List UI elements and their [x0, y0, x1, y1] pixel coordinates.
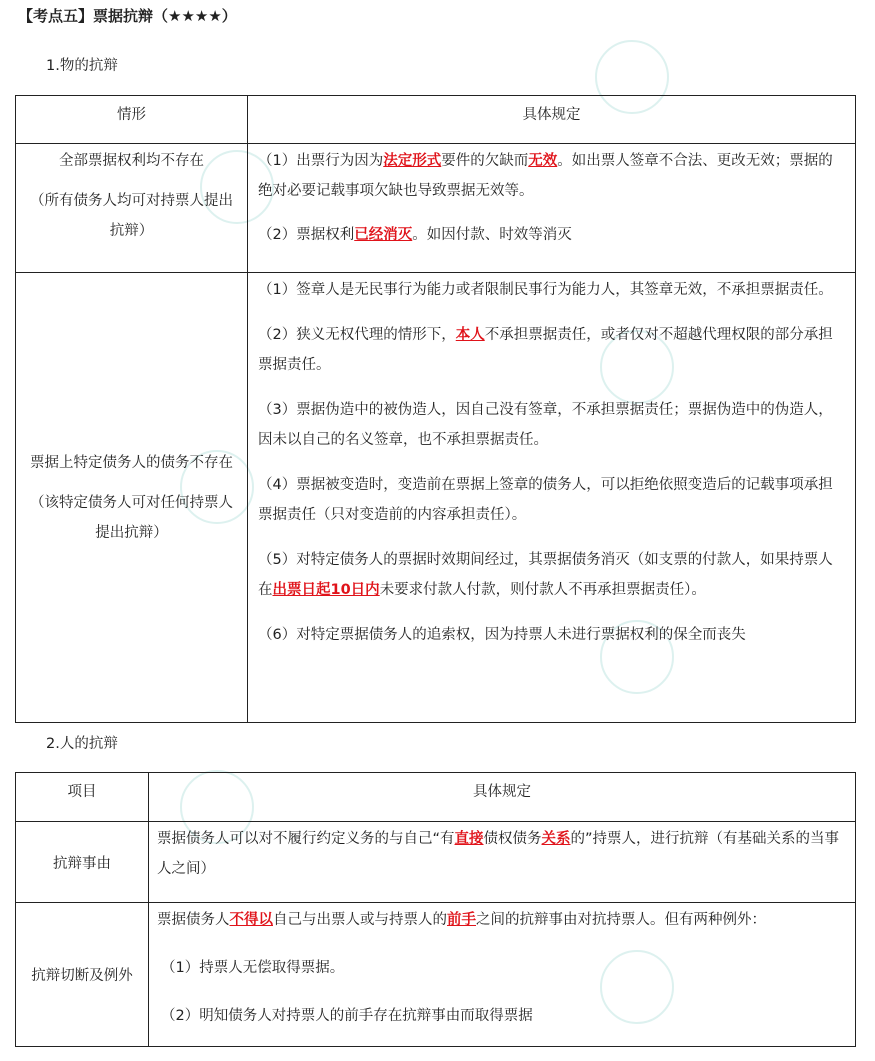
rule-item	[157, 905, 847, 935]
column-header: 情形	[16, 96, 248, 144]
highlight-text: 直接	[454, 831, 484, 847]
highlight-text: 不得以	[229, 912, 273, 928]
highlight-text: 无效	[528, 153, 558, 169]
rule-cell	[248, 144, 856, 273]
rule-item: （3）票据伪造中的被伪造人，因自己没有签章，不承担票据责任；票据伪造中的伪造人，因未以自己的名义签章，也不承担票据责任。	[258, 402, 833, 448]
rule-text: 未要求付款人付款，则付款人不再承担票据责任）。	[379, 582, 706, 598]
section-heading-real-defense: 1.物的抗辩	[46, 58, 118, 74]
situation-note: （该特定债务人可对任何持票人提出抗辩）	[30, 494, 233, 541]
page-title: 【考点五】票据抗辩（★★★★）	[18, 7, 237, 25]
rule-item	[258, 320, 845, 380]
situation-text: 全部票据权利均不存在	[59, 153, 204, 169]
highlight-text: 法定形式	[383, 153, 442, 169]
item-cell: 抗辩切断及例外	[16, 903, 149, 1047]
rule-item	[258, 545, 845, 605]
item-cell: 抗辩事由	[16, 822, 149, 903]
rule-text: （2）票据权利	[258, 227, 355, 243]
rule-cell	[149, 822, 856, 903]
table-row	[16, 273, 856, 723]
rule-text: 的”持票人，进行抗辩（有基础关系的当事人之间）	[157, 831, 840, 877]
column-header: 具体规定	[248, 96, 856, 144]
rule-cell	[149, 903, 856, 1047]
highlight-text: 已经消灭	[354, 227, 413, 243]
highlight-text: 出票日起10日内	[272, 582, 380, 598]
rule-cell	[248, 273, 856, 723]
rule-text: 不承担票据责任，或者仅对不超越代理权限的部分承担票据责任。	[258, 327, 833, 373]
personal-defense-table	[15, 772, 856, 1047]
section-heading-personal-defense: 2.人的抗辩	[46, 736, 118, 752]
situation-cell	[16, 273, 248, 723]
exception-item: （1）持票人无偿取得票据。	[161, 960, 345, 976]
table-row	[16, 144, 856, 273]
rule-item: （6）对特定票据债务人的追索权，因为持票人未进行票据权利的保全而丧失	[258, 627, 746, 643]
rule-text: 自己与出票人或与持票人的	[273, 912, 447, 928]
highlight-text: 前手	[447, 912, 476, 928]
situation-note: （所有债务人均可对持票人提出抗辩）	[30, 193, 233, 239]
rule-item: （4）票据被变造时，变造前在票据上签章的债务人，可以拒绝依照变造后的记载事项承担票据责任（只对变造前的内容承担责任）。	[258, 477, 833, 523]
rule-item	[157, 824, 847, 884]
rule-item	[258, 146, 845, 206]
rule-text: 要件的欠缺而	[441, 153, 529, 169]
rule-text: 票据债务人	[157, 912, 230, 928]
highlight-text: 本人	[455, 327, 485, 343]
column-header: 项目	[16, 773, 149, 822]
rule-text: （2）狭义无权代理的情形下，	[258, 327, 456, 343]
column-header: 具体规定	[149, 773, 856, 822]
rule-text: 。如出票人签章不合法、更改无效；票据的绝对必要记载事项欠缺也导致票据无效等。	[258, 153, 833, 199]
rule-text: 债权债务	[483, 831, 542, 847]
rule-text: 票据债务人可以对不履行约定义务的与自己“有	[157, 831, 455, 847]
rule-item: （1）签章人是无民事行为能力或者限制民事行为能力人，其签章无效，不承担票据责任。	[258, 282, 833, 298]
rule-text: 之间的抗辩事由对抗持票人。但有两种例外：	[476, 912, 766, 928]
rule-text: 。如因付款、时效等消灭	[412, 227, 572, 243]
situation-text: 票据上特定债务人的债务不存在	[30, 454, 233, 471]
exception-item: （2）明知债务人对持票人的前手存在抗辩事由而取得票据	[161, 1008, 533, 1024]
situation-cell	[16, 144, 248, 273]
rule-text: （1）出票行为因为	[258, 153, 384, 169]
table-row	[16, 822, 856, 903]
rule-item	[258, 220, 845, 250]
highlight-text: 关系	[541, 831, 571, 847]
real-defense-table	[15, 95, 856, 723]
rule-text: （5）对特定债务人的票据时效期间经过，其票据债务消灭（如支票的付款人，如果持票人在	[258, 552, 833, 598]
table-row	[16, 903, 856, 1047]
